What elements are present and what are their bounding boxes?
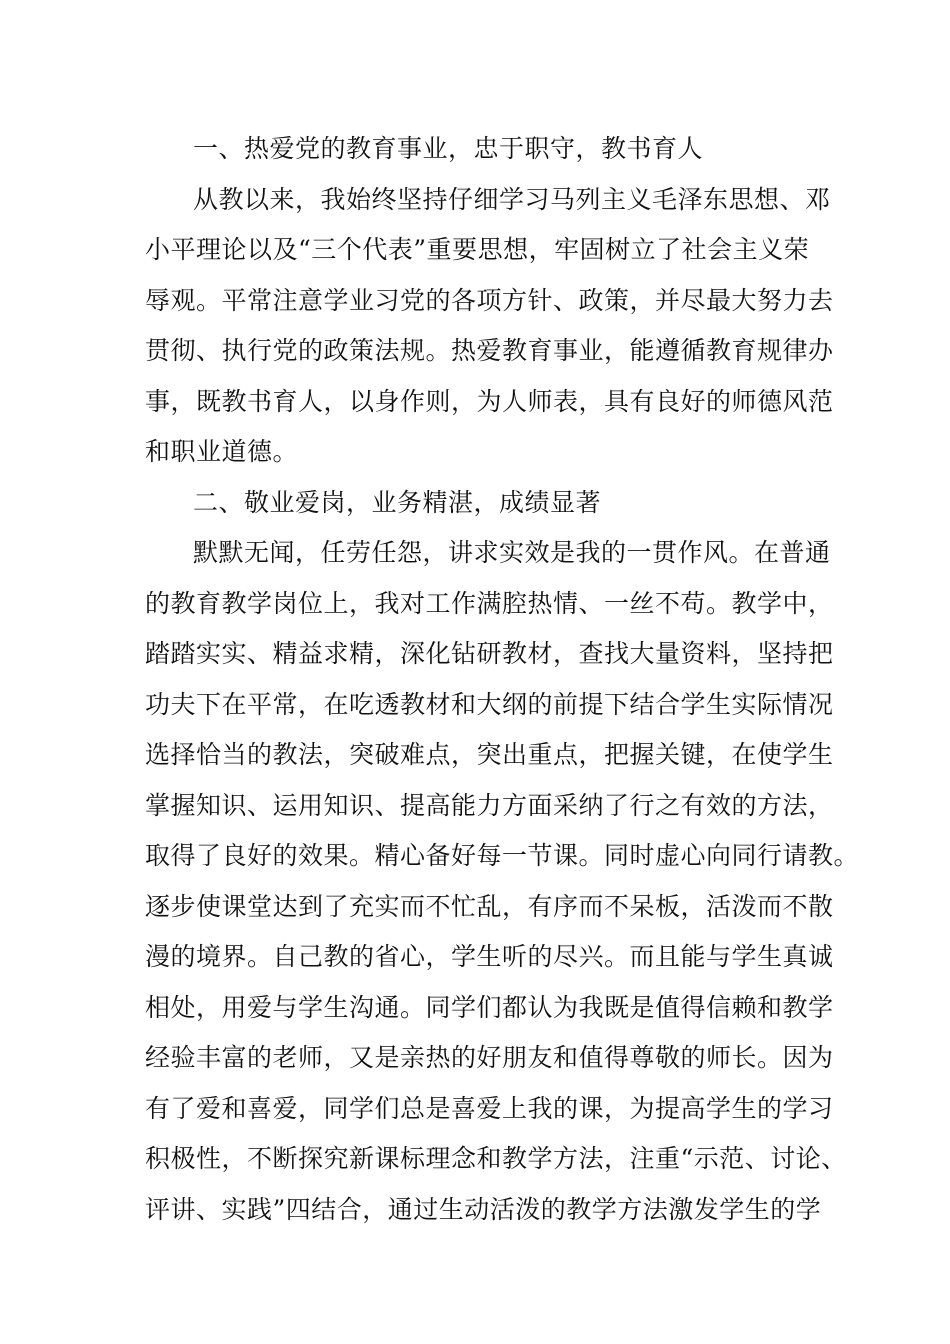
paragraph-line: 默默无闻，任劳任怨，讲求实效是我的一贯作风。在普通: [193, 538, 831, 567]
paragraph-line: 经验丰富的老师，又是亲热的好朋友和值得尊敬的师长。因为: [145, 1043, 834, 1072]
paragraph-line: 辱观。平常注意学业习党的各项方针、政策，并尽最大努力去: [145, 285, 834, 315]
paragraph-line: 掌握知识、运用知识、提高能力方面采纳了行之有效的方法，: [145, 790, 834, 820]
section-heading-2: 二、敬业爱岗，业务精湛，成绩显著: [193, 487, 602, 517]
paragraph-line: 有了爱和喜爱，同学们总是喜爱上我的课，为提高学生的学习: [145, 1093, 834, 1123]
paragraph-line: 相处，用爱与学生沟通。同学们都认为我既是值得信赖和教学: [145, 992, 834, 1022]
paragraph-line: 漫的境界。自己教的省心，学生听的尽兴。而且能与学生真诚: [145, 942, 834, 971]
paragraph-line: 事，既教书育人，以身作则，为人师表，具有良好的师德风范: [145, 386, 834, 416]
paragraph-line: 逐步使课堂达到了充实而不忙乱，有序而不呆板，活泼而不散: [145, 891, 834, 921]
paragraph-line: 和职业道德。: [145, 437, 299, 466]
paragraph-line: 从教以来，我始终坚持仔细学习马列主义毛泽东思想、邓: [193, 184, 831, 214]
document-body: [145, 124, 860, 1235]
paragraph-2: [145, 528, 860, 1235]
section-heading-1: 一、热爱党的教育事业，忠于职守，教书育人: [193, 134, 704, 163]
paragraph-1: [145, 175, 834, 478]
paragraph-line: 功夫下在平常，在吃透教材和大纲的前提下结合学生实际情况: [145, 689, 834, 719]
paragraph-line: 积极性，不断探究新课标理念和教学方法，注重“示范、讨论、: [145, 1144, 847, 1173]
paragraph-line: 评讲、实践”四结合，通过生动活泼的教学方法激发学生的学: [145, 1194, 822, 1224]
paragraph-line: 踏踏实实、精益求精，深化钻研教材，查找大量资料，坚持把: [145, 639, 834, 668]
paragraph-line: 选择恰当的教法，突破难点，突出重点，把握关键，在使学生: [145, 740, 834, 769]
paragraph-line: 小平理论以及“三个代表”重要思想，牢固树立了社会主义荣: [145, 235, 810, 264]
paragraph-line: 贯彻、执行党的政策法规。热爱教育事业，能遵循教育规律办: [145, 336, 834, 365]
paragraph-line: 取得了良好的效果。精心备好每一节课。同时虚心向同行请教。: [145, 841, 860, 870]
paragraph-line: 的教育教学岗位上，我对工作满腔热情、一丝不苟。教学中，: [145, 588, 834, 618]
